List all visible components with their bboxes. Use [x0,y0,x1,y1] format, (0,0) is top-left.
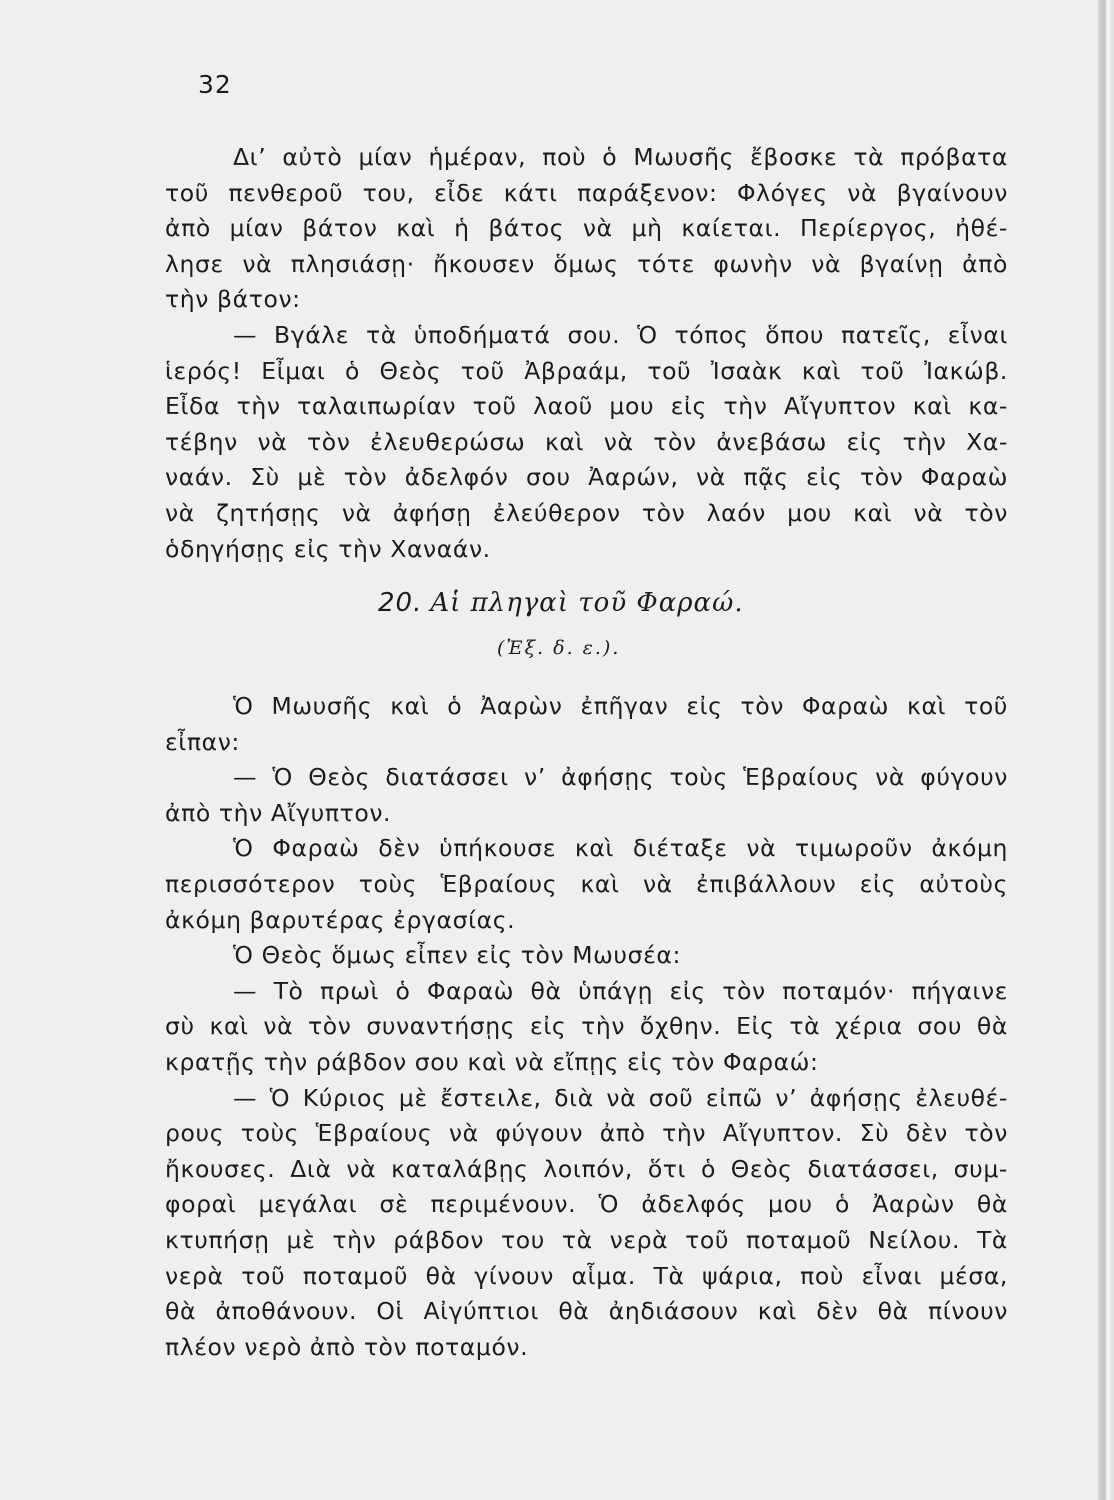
text-line: τέβην νὰ τὸν ἐλευθερώσω καὶ νὰ τὸν ἀνεβάσω εἰς τὴν Χα- [165,427,1008,456]
text-line: θὰ ἀποθάνουν. Οἱ Αἰγύπτιοι θὰ ἀηδιάσουν καὶ δὲν θὰ πίνουν [165,1297,1008,1326]
text-line: εἶπαν: [165,727,240,756]
text-line: τὴν βάτον: [165,285,301,314]
text-line: — Ὁ Θεὸς διατάσσει ν’ ἀφήσῃς τοὺς Ἑβραίους νὰ φύγουν [233,763,1008,792]
paragraph [165,318,1008,567]
text-line: — Ὁ Κύριος μὲ ἔστειλε, διὰ νὰ σοῦ εἰπῶ ν’ ἀφήσῃς ἐλευθέ- [233,1083,1008,1112]
text-line: νερὰ τοῦ ποταμοῦ θὰ γίνουν αἷμα. Τὰ ψάρια, ποὺ εἶναι μέσα, [165,1261,1008,1290]
text-line: ἀπὸ μίαν βάτον καὶ ἡ βάτος νὰ μὴ καίεται. Περίεργος, ἠθέ- [165,214,1008,243]
text-line: λησε νὰ πλησιάσῃ· ἤκουσεν ὅμως τότε φωνὴν νὰ βγαίνῃ ἀπὸ [165,249,1008,278]
text-line: Ὁ Θεὸς ὅμως εἶπεν εἰς τὸν Μωυσέα: [233,941,682,970]
chapter-reference: (Ἐξ. δ. ε.). [497,637,621,659]
text-line: τοῦ πενθεροῦ του, εἶδε κάτι παράξενον: Φλόγες νὰ βγαίνουν [165,178,1008,207]
text-line: — Βγάλε τὰ ὑποδήματά σου. Ὁ τόπος ὅπου πατεῖς, εἶναι [233,320,1008,349]
text-line: — Τὸ πρωὶ ὁ Φαραὼ θὰ ὑπάγῃ εἰς τὸν ποταμόν· πήγαινε [233,976,1008,1005]
paragraph [165,760,1008,831]
text-line: περισσότερον τοὺς Ἑβραίους καὶ νὰ ἐπιβάλλουν εἰς αὐτοὺς [165,869,1008,898]
paragraph [165,938,1008,974]
chapter-title: Αἱ πληγαὶ τοῦ Φαραώ. [430,588,744,618]
page-edge [1098,0,1114,1500]
text-line: νὰ ζητήσῃς νὰ ἀφήσῃ ἐλεύθερον τὸν λαόν μου καὶ νὰ τὸν [165,498,1008,527]
text-line: κτυπήσῃ μὲ τὴν ράβδον του τὰ νερὰ τοῦ ποταμοῦ Νείλου. Τὰ [165,1225,1008,1254]
text-line: ἱερός! Εἶμαι ὁ Θεὸς τοῦ Ἀβραάμ, τοῦ Ἰσαὰκ καὶ τοῦ Ἰακώβ. [165,356,1008,385]
text-line: πλέον νερὸ ἀπὸ τὸν ποταμόν. [165,1332,529,1361]
text-line: φοραὶ μεγάλαι σὲ περιμένουν. Ὁ ἀδελφός μου ὁ Ἀαρὼν θὰ [165,1190,1008,1219]
chapter-number: 20. [378,588,423,618]
text-line: ναάν. Σὺ μὲ τὸν ἀδελφόν σου Ἀαρών, νὰ πᾷς εἰς τὸν Φαραὼ [165,463,1008,492]
text-line: ἤκουσες. Διὰ νὰ καταλάβῃς λοιπόν, ὅτι ὁ Θεὸς διατάσσει, συμ- [165,1154,1008,1183]
paragraph [165,140,1008,318]
paragraph [165,974,1008,1081]
text-line: ὁδηγήσῃς εἰς τὴν Χαναάν. [165,534,491,563]
text-line: ἀκόμη βαρυτέρας ἐργασίας. [165,905,516,934]
text-line: κρατῇς τὴν ράβδον σου καὶ νὰ εἴπῃς εἰς τὸν Φαραώ: [165,1047,819,1076]
text-line: Εἶδα τὴν ταλαιπωρίαν τοῦ λαοῦ μου εἰς τὴν Αἴγυπτον καὶ κα- [165,392,1008,421]
section-text-burning-bush [165,140,1008,567]
paragraph [165,689,1008,760]
text-line: ρους τοὺς Ἑβραίους νὰ φύγουν ἀπὸ τὴν Αἴγυπτον. Σὺ δὲν τὸν [165,1119,1008,1148]
page-number: 32 [198,70,232,99]
chapter-heading [378,588,744,618]
text-line: Δι’ αὐτὸ μίαν ἡμέραν, ποὺ ὁ Μωυσῆς ἔβοσκε τὰ πρόβατα [233,143,1008,171]
section-text-plagues [165,689,1008,1365]
text-line: Ὁ Φαραὼ δὲν ὑπήκουσε καὶ διέταξε νὰ τιμωροῦν ἀκόμη [233,834,1008,863]
text-line: ἀπὸ τὴν Αἴγυπτον. [165,798,392,827]
paragraph [165,831,1008,938]
text-line: σὺ καὶ νὰ τὸν συναντήσῃς εἰς τὴν ὄχθην. Εἰς τὰ χέρια σου θὰ [165,1012,1008,1041]
text-line: Ὁ Μωυσῆς καὶ ὁ Ἀαρὼν ἐπῆγαν εἰς τὸν Φαραὼ καὶ τοῦ [233,692,1008,720]
paragraph [165,1081,1008,1366]
